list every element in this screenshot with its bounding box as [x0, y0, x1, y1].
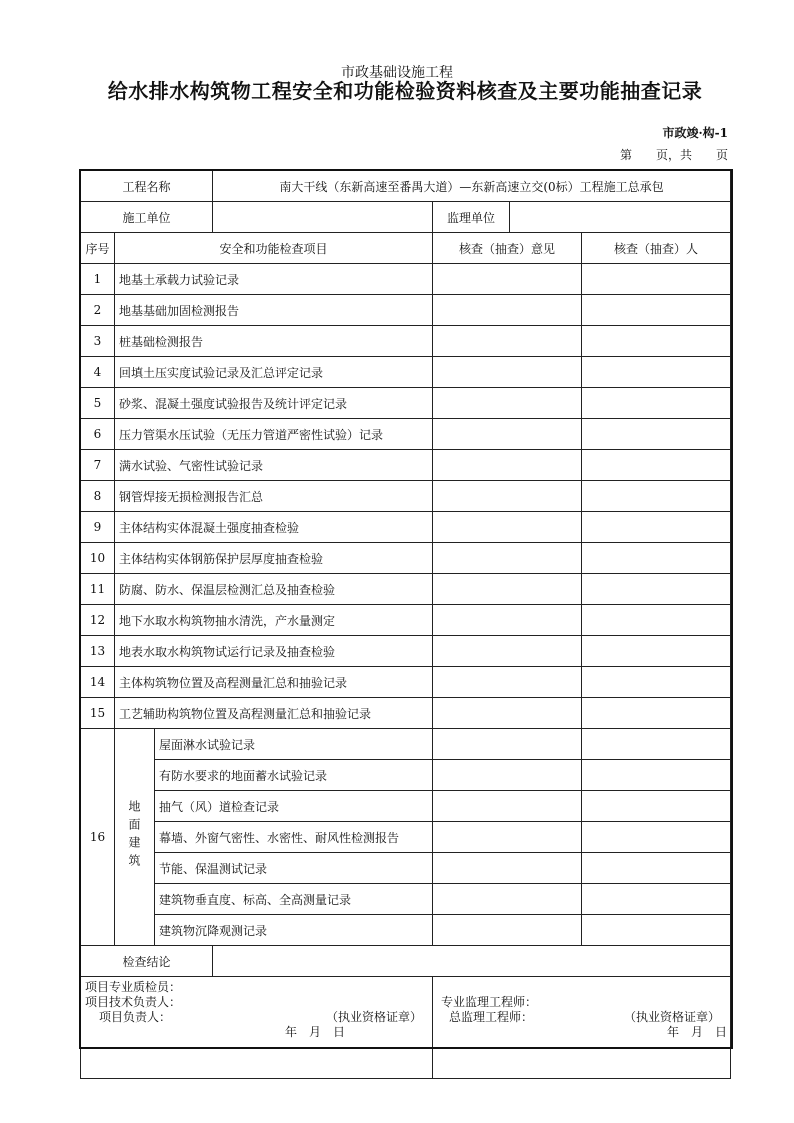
check-item: 节能、保温测试记录: [155, 853, 433, 884]
check-item: 主体构筑物位置及高程测量汇总和抽验记录: [115, 667, 433, 698]
opinion-cell[interactable]: [433, 295, 582, 326]
table-row: [81, 729, 731, 760]
opinion-cell[interactable]: [433, 388, 582, 419]
opinion-cell[interactable]: [433, 760, 582, 791]
row-number: 14: [81, 667, 115, 698]
quality-inspector-label: 项目专业质检员：: [85, 980, 182, 994]
top-label: 市政基础设施工程: [341, 65, 453, 81]
check-item: 满水试验、气密性试验记录: [115, 450, 433, 481]
check-item: 回填土压实度试验记录及汇总评定记录: [115, 357, 433, 388]
row-number: 6: [81, 419, 115, 450]
col-item-header: 安全和功能检查项目: [115, 233, 433, 264]
supervisor-label: 监理单位: [433, 202, 510, 233]
person-cell[interactable]: [582, 326, 731, 357]
col-opinion-header: 核查（抽查）意见: [433, 233, 582, 264]
check-item: 屋面淋水试验记录: [155, 729, 433, 760]
row-number: 13: [81, 636, 115, 667]
project-name-row: [81, 171, 731, 202]
table-row: [81, 295, 731, 326]
check-item: 有防水要求的地面蓄水试验记录: [155, 760, 433, 791]
person-cell[interactable]: [582, 295, 731, 326]
person-cell[interactable]: [582, 853, 731, 884]
opinion-cell[interactable]: [433, 512, 582, 543]
table-row: [81, 357, 731, 388]
contractor-signatures[interactable]: [81, 977, 433, 1079]
person-cell[interactable]: [582, 543, 731, 574]
category-label: [115, 729, 155, 946]
table-row: [81, 853, 731, 884]
check-item: 工艺辅助构筑物位置及高程测量汇总和抽验记录: [115, 698, 433, 729]
row-number: 10: [81, 543, 115, 574]
row-number: 2: [81, 295, 115, 326]
opinion-cell[interactable]: [433, 419, 582, 450]
form-code: 市政竣·构-1: [662, 126, 728, 140]
opinion-cell[interactable]: [433, 636, 582, 667]
table-row: [81, 326, 731, 357]
check-item: 主体结构实体钢筋保护层厚度抽查检验: [115, 543, 433, 574]
row-number: 9: [81, 512, 115, 543]
table-row: [81, 419, 731, 450]
person-cell[interactable]: [582, 667, 731, 698]
table-row: [81, 450, 731, 481]
opinion-cell[interactable]: [433, 667, 582, 698]
opinion-cell[interactable]: [433, 884, 582, 915]
check-item: 地下水取水构筑物抽水清洗，产水量测定: [115, 605, 433, 636]
page-title: 给水排水构筑物工程安全和功能检验资料核查及主要功能抽查记录: [107, 79, 703, 103]
opinion-cell[interactable]: [433, 574, 582, 605]
table-row: [81, 791, 731, 822]
date-left: 年 月 日: [285, 1025, 346, 1039]
person-cell[interactable]: [582, 574, 731, 605]
column-header-row: [81, 233, 731, 264]
opinion-cell[interactable]: [433, 543, 582, 574]
person-cell[interactable]: [582, 791, 731, 822]
person-cell[interactable]: [582, 760, 731, 791]
contractor-value[interactable]: [213, 202, 433, 233]
check-item: 建筑物沉降观测记录: [155, 915, 433, 946]
table-row: [81, 264, 731, 295]
person-cell[interactable]: [582, 729, 731, 760]
row-number: 4: [81, 357, 115, 388]
row-number: 11: [81, 574, 115, 605]
row-number: 1: [81, 264, 115, 295]
person-cell[interactable]: [582, 884, 731, 915]
table-row: [81, 698, 731, 729]
col-person-header: 核查（抽查）人: [582, 233, 731, 264]
table-row: [81, 636, 731, 667]
person-cell[interactable]: [582, 419, 731, 450]
person-cell[interactable]: [582, 822, 731, 853]
supervising-engineer-label: 专业监理工程师：: [441, 995, 538, 1009]
check-item: 压力管渠水压试验（无压力管道严密性试验）记录: [115, 419, 433, 450]
person-cell[interactable]: [582, 357, 731, 388]
check-item: 地表水取水构筑物试运行记录及抽查检验: [115, 636, 433, 667]
check-item: 砂浆、混凝土强度试验报告及统计评定记录: [115, 388, 433, 419]
check-item: 桩基础检测报告: [115, 326, 433, 357]
check-item: 抽气（风）道检查记录: [155, 791, 433, 822]
signature-row: [81, 977, 731, 1079]
row-number: 15: [81, 698, 115, 729]
check-item: 地基基础加固检测报告: [115, 295, 433, 326]
opinion-cell[interactable]: [433, 326, 582, 357]
conclusion-row: [81, 946, 731, 977]
person-cell[interactable]: [582, 636, 731, 667]
person-cell[interactable]: [582, 915, 731, 946]
row-number: 7: [81, 450, 115, 481]
page-info: 第 页，共 页: [619, 148, 728, 162]
person-cell[interactable]: [582, 450, 731, 481]
table-row: [81, 512, 731, 543]
table-row: [81, 543, 731, 574]
person-cell[interactable]: [582, 605, 731, 636]
opinion-cell[interactable]: [433, 605, 582, 636]
col-index-header: 序号: [81, 233, 115, 264]
check-item: 钢管焊接无损检测报告汇总: [115, 481, 433, 512]
row-number: 3: [81, 326, 115, 357]
supervisor-value[interactable]: [510, 202, 731, 233]
project-manager-label: 项目负责人：: [99, 1010, 172, 1024]
supervisor-signatures[interactable]: [433, 977, 731, 1079]
row-number: 12: [81, 605, 115, 636]
person-cell[interactable]: [582, 388, 731, 419]
cert-stamp-right: （执业资格证章）: [624, 1010, 721, 1024]
person-cell[interactable]: [582, 512, 731, 543]
table-row: [81, 388, 731, 419]
contractor-label: 施工单位: [81, 202, 213, 233]
opinion-cell[interactable]: [433, 791, 582, 822]
inspection-table: [80, 170, 731, 1079]
cert-stamp-left: （执业资格证章）: [326, 1010, 423, 1024]
person-cell[interactable]: [582, 481, 731, 512]
conclusion-label: 检查结论: [81, 946, 213, 977]
tech-lead-label: 项目技术负责人：: [85, 995, 182, 1009]
check-item: 幕墙、外窗气密性、水密性、耐风性检测报告: [155, 822, 433, 853]
opinion-cell[interactable]: [433, 853, 582, 884]
table-row: [81, 760, 731, 791]
table-row: [81, 481, 731, 512]
conclusion-value[interactable]: [213, 946, 731, 977]
row-number: 16: [81, 729, 115, 946]
table-row: [81, 884, 731, 915]
opinion-cell[interactable]: [433, 357, 582, 388]
opinion-cell[interactable]: [433, 450, 582, 481]
category-text: 地面建筑: [127, 799, 141, 872]
opinion-cell[interactable]: [433, 822, 582, 853]
check-item: 防腐、防水、保温层检测汇总及抽查检验: [115, 574, 433, 605]
opinion-cell[interactable]: [433, 264, 582, 295]
table-row: [81, 574, 731, 605]
row-number: 5: [81, 388, 115, 419]
table-row: [81, 605, 731, 636]
project-name-label: 工程名称: [81, 171, 213, 202]
chief-engineer-label: 总监理工程师：: [449, 1010, 534, 1024]
check-item: 主体结构实体混凝土强度抽查检验: [115, 512, 433, 543]
check-item: 建筑物垂直度、标高、全高测量记录: [155, 884, 433, 915]
project-name-value[interactable]: 南大干线（东新高速至番禺大道）—东新高速立交(0标）工程施工总承包: [213, 171, 731, 202]
person-cell[interactable]: [582, 698, 731, 729]
row-number: 8: [81, 481, 115, 512]
opinion-cell[interactable]: [433, 915, 582, 946]
date-right: 年 月 日: [667, 1025, 728, 1039]
unit-row: [81, 202, 731, 233]
opinion-cell[interactable]: [433, 481, 582, 512]
opinion-cell[interactable]: [433, 729, 582, 760]
table-row: [81, 667, 731, 698]
opinion-cell[interactable]: [433, 698, 582, 729]
table-row: [81, 915, 731, 946]
person-cell[interactable]: [582, 264, 731, 295]
check-item: 地基土承载力试验记录: [115, 264, 433, 295]
table-row: [81, 822, 731, 853]
